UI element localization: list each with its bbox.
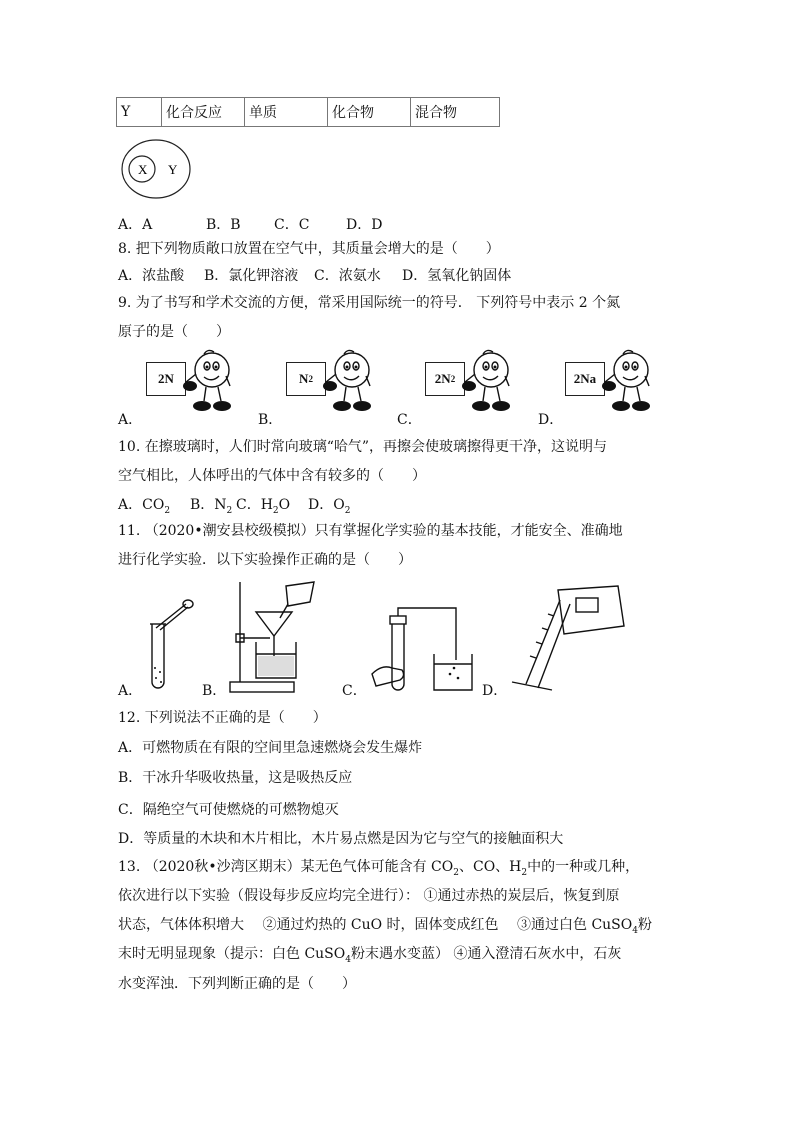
q12-option-a[interactable]: A．可燃物质在有限的空间里急速燃烧会发生爆炸 xyxy=(118,740,423,756)
q11-stem-line1: 11. （2020•潮安县校级模拟）只有掌握化学实验的基本技能，才能安全、准确地 xyxy=(118,523,623,539)
q12-option-c[interactable]: C．隔绝空气可使燃烧的可燃物熄灭 xyxy=(118,802,339,818)
q13-stem-line3: 状态，气体体积增大 ②通过灼热的 CuO 时，固体变成红色 ③通过白色 CuSO$_4$粉 xyxy=(118,917,652,936)
card-text: 2N xyxy=(158,371,174,386)
q9-option-d-label[interactable]: D． xyxy=(538,412,564,428)
table-cell: 混合物 xyxy=(411,98,500,127)
outer-circle xyxy=(122,140,190,198)
table-cell: 单质 xyxy=(245,98,328,127)
table-cell: 化合反应 xyxy=(162,98,245,127)
airtightness-check-icon xyxy=(370,604,480,696)
q11-option-b-label[interactable]: B． xyxy=(202,683,227,699)
dropper-test-tube-icon xyxy=(142,598,198,694)
q13-stem-line1: 13. （2020秋•沙湾区期末）某无色气体可能含有 $CO_2$、CO、$H_2$中的一种或几种， xyxy=(118,859,640,878)
option-b[interactable]: B．氯化钾溶液 xyxy=(204,268,299,284)
option-d[interactable]: D．D xyxy=(346,217,383,233)
q12-stem: 12. 下列说法不正确的是（ ） xyxy=(118,710,327,726)
option-a[interactable]: A．A xyxy=(118,217,153,233)
q9-option-b-label[interactable]: B． xyxy=(258,412,283,428)
option-a[interactable]: A．浓盐酸 xyxy=(118,268,185,284)
q9-stem-line1: 9. 为了书写和学术交流的方便，常采用国际统一的符号． 下列符号中表示 2 个氮 xyxy=(118,295,621,311)
q13-stem-line2: 依次进行以下实验（假设每步反应均完全进行）： ①通过赤热的炭层后，恢复到原 xyxy=(118,888,620,904)
venn-label-x: X xyxy=(138,162,148,177)
table-cell: 化合物 xyxy=(328,98,411,127)
option-b[interactable]: B．$N_2$ xyxy=(190,497,233,516)
q9-option-a-label[interactable]: A． xyxy=(118,412,143,428)
q9-option-c-label[interactable]: C． xyxy=(397,412,422,428)
mascot-icon xyxy=(316,346,378,416)
q8-stem: 8. 把下列物质敞口放置在空气中，其质量会增大的是（ ） xyxy=(118,241,500,257)
q13-stem-line4: 末时无明显现象（提示：白色 CuSO$_4$粉末遇水变蓝） ④通入澄清石灰水中，石灰 xyxy=(118,946,622,965)
q10-stem-line2: 空气相比，人体呼出的气体中含有较多的（ ） xyxy=(118,468,426,484)
option-d[interactable]: D．$O_2$ xyxy=(308,497,351,516)
q12-option-d[interactable]: D．等质量的木块和木片相比，木片易点燃是因为它与空气的接触面积大 xyxy=(118,831,564,847)
mascot-icon xyxy=(455,346,517,416)
q12-option-b[interactable]: B．干冰升华吸收热量，这是吸热反应 xyxy=(118,770,353,786)
mascot-icon xyxy=(176,346,238,416)
q11-option-a-label[interactable]: A． xyxy=(118,683,143,699)
option-c[interactable]: C．C xyxy=(274,217,310,233)
q11-option-d-label[interactable]: D． xyxy=(482,683,508,699)
venn-label-y: Y xyxy=(168,162,178,177)
q13-stem-line5: 水变浑浊．下列判断正确的是（ ） xyxy=(118,976,356,992)
venn-diagram xyxy=(120,138,194,202)
card-text: 2N xyxy=(434,371,451,386)
classification-table xyxy=(116,97,500,127)
card-text: N xyxy=(299,371,309,386)
card-text: 2Na xyxy=(573,371,597,386)
option-c[interactable]: C．$H_2O$ xyxy=(236,497,291,516)
q11-option-c-label[interactable]: C． xyxy=(342,683,367,699)
q11-stem-line2: 进行化学实验．以下实验操作正确的是（ ） xyxy=(118,552,412,568)
filtration-apparatus-icon xyxy=(222,578,350,696)
graduated-cylinder-pouring-icon xyxy=(506,584,636,694)
mascot-icon xyxy=(595,346,657,416)
q9-card-b: N 2 xyxy=(286,362,326,396)
table-row xyxy=(117,98,500,127)
option-c[interactable]: C．浓氨水 xyxy=(314,268,381,284)
table-cell: Y xyxy=(117,98,162,127)
option-b[interactable]: B．B xyxy=(206,217,241,233)
q9-stem-line2: 原子的是（ ） xyxy=(118,324,230,340)
q9-card-c: 2N 2 xyxy=(425,362,465,396)
option-a[interactable]: A．$CO_2$ xyxy=(118,497,171,516)
q10-stem-line1: 10. 在擦玻璃时，人们时常向玻璃“哈气”，再擦会使玻璃擦得更干净，这说明与 xyxy=(118,439,608,455)
option-d[interactable]: D．氢氧化钠固体 xyxy=(402,268,512,284)
